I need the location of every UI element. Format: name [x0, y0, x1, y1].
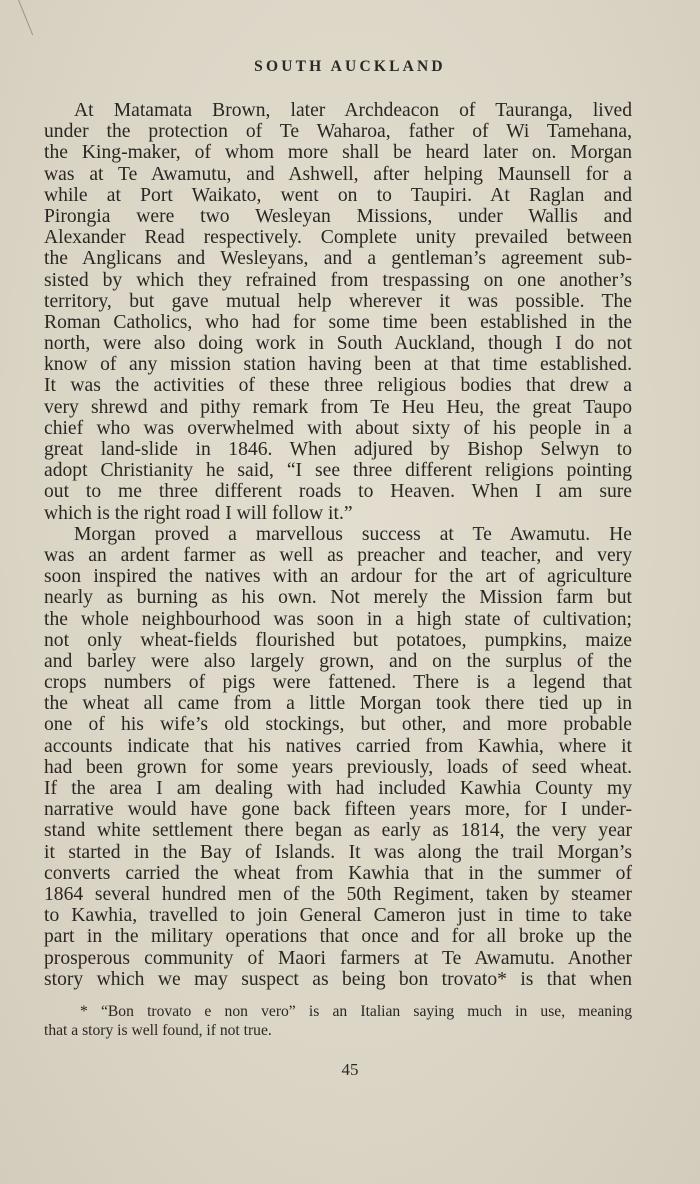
- footnote-line: * “Bon trovato e non vero” is an Italian saying much in use, meaning: [80, 1003, 632, 1020]
- text-line: soon inspired the natives with an ardour for the art of agriculture: [44, 566, 632, 588]
- footnote: [44, 1002, 632, 1040]
- text-line: prosperous community of Maori farmers at Te Awamutu. Another: [44, 947, 632, 969]
- text-line: Pirongia were two Wesleyan Missions, under Wallis and: [44, 205, 632, 227]
- text-line: territory, but gave mutual help wherever it was possible. The: [44, 290, 632, 312]
- text-line: was at Te Awamutu, and Ashwell, after helping Maunsell for a: [44, 163, 632, 185]
- text-line: great land-slide in 1846. When adjured by Bishop Selwyn to: [44, 439, 632, 460]
- text-line: converts carried the wheat from Kawhia that in the summer of: [44, 862, 632, 884]
- text-line: it started in the Bay of Islands. It was along the trail Morgan’s: [44, 841, 632, 863]
- text-line: very shrewd and pithy remark from Te Heu Heu, the great Taupo: [44, 396, 632, 418]
- text-line: adopt Christianity he said, “I see three different religions pointing: [44, 460, 632, 482]
- text-line: out to me three different roads to Heaven. When I am sure: [44, 481, 632, 503]
- text-line: to Kawhia, travelled to join General Cameron just in time to take: [44, 905, 632, 927]
- text-line: one of his wife’s old stockings, but other, and more probable: [44, 714, 632, 736]
- text-line: chief who was overwhelmed with about sixty of his people in a: [44, 417, 632, 439]
- running-head: SOUTH AUCKLAND: [254, 58, 446, 75]
- text-line: had been grown for some years previously, loads of seed wheat.: [44, 756, 632, 778]
- page-number: 45: [341, 1060, 359, 1079]
- text-line: was an ardent farmer as well as preacher and teacher, and very: [44, 544, 632, 566]
- text-line: story which we may suspect as being bon trovato* is that when: [44, 968, 632, 990]
- text-line: the King-maker, of whom more shall be heard later on. Morgan: [44, 142, 632, 164]
- text-line: It was the activities of these three religious bodies that drew a: [44, 375, 632, 397]
- text-line: crops numbers of pigs were fattened. There is a legend that: [44, 672, 632, 694]
- text-line: nearly as burning as his own. Not merely the Mission farm but: [44, 587, 632, 609]
- text-line: Alexander Read respectively. Complete unity prevailed between: [44, 227, 632, 249]
- text-line: Morgan proved a marvellous success at Te Awamutu. He: [74, 523, 632, 545]
- text-line: sisted by which they refrained from trespassing on one another’s: [44, 269, 632, 291]
- footnote-line: that a story is well found, if not true.: [44, 1022, 272, 1039]
- text-line: under the protection of Te Waharoa, father of Wi Tamehana,: [44, 121, 632, 143]
- text-line: Roman Catholics, who had for some time been established in the: [44, 311, 632, 333]
- text-line: while at Port Waikato, went on to Taupiri. At Raglan and: [44, 184, 632, 206]
- text-line: and barley were also largely grown, and on the surplus of the: [44, 650, 632, 672]
- page-corner-mark: [18, 0, 33, 35]
- text-line: At Matamata Brown, later Archdeacon of Tauranga, lived: [74, 100, 632, 121]
- text-line: the whole neighbourhood was soon in a high state of cultivation;: [44, 608, 632, 630]
- text-line: which is the right road I will follow it.”: [44, 502, 353, 524]
- text-line: the wheat all came from a little Morgan took there tied up in: [44, 693, 632, 715]
- text-line: part in the military operations that once and for all broke up the: [44, 926, 632, 948]
- body-text: [44, 100, 632, 990]
- text-line: north, were also doing work in South Auckland, though I do not: [44, 333, 632, 355]
- text-line: stand white settlement there began as early as 1814, the very year: [44, 820, 632, 842]
- text-line: not only wheat-fields flourished but potatoes, pumpkins, maize: [44, 629, 632, 651]
- text-line: know of any mission station having been at that time established.: [44, 354, 632, 376]
- text-line: 1864 several hundred men of the 50th Regiment, taken by steamer: [44, 883, 632, 905]
- text-line: the Anglicans and Wesleyans, and a gentleman’s agreement sub-: [44, 248, 632, 270]
- text-line: accounts indicate that his natives carried from Kawhia, where it: [44, 735, 632, 757]
- text-line: narrative would have gone back fifteen years more, for I under-: [44, 799, 632, 821]
- text-line: If the area I am dealing with had included Kawhia County my: [44, 778, 632, 799]
